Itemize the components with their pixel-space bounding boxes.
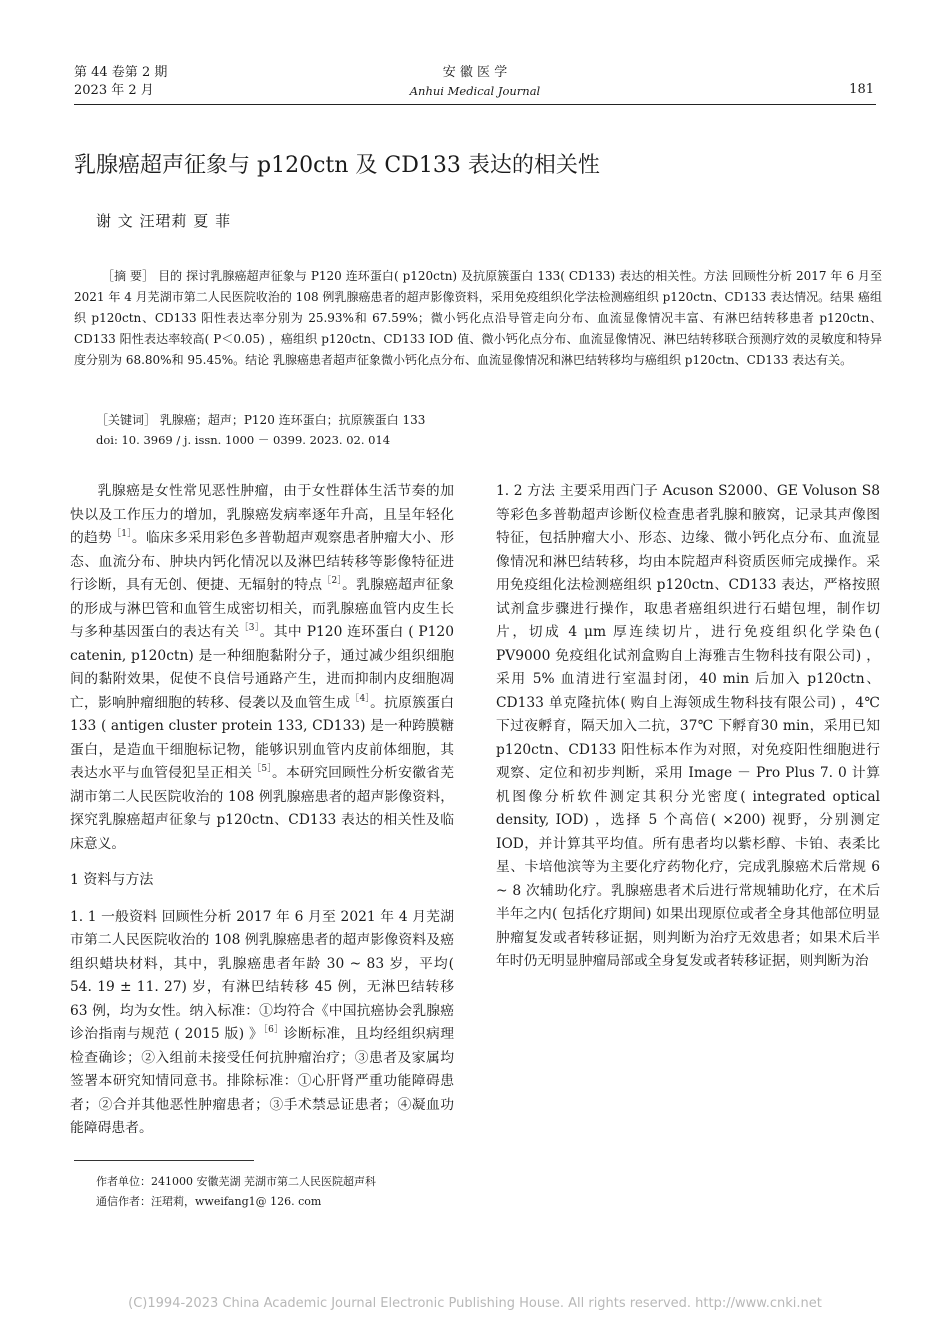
abstract-label: ［摘 要］ — [102, 269, 155, 283]
corresponding-author: 通信作者：汪珺莉，wweifang1@ 126. com — [96, 1195, 322, 1208]
header-divider — [74, 104, 876, 105]
page-number: 181 — [849, 82, 874, 97]
intro-paragraph: 乳腺癌是女性常见恶性肿瘤，由于女性群体生活节奏的加快以及工作压力的增加，乳腺癌发病率逐年升高，且呈年轻化的趋势$^{[1]}$。临床多采用彩色多普勒超声观察患者肿瘤大小、形态、血流分布、肿块内钙化情况以及淋巴结转移等影像特征进行诊断，具有无创、便捷、无辐射的特点$^{[2]}$。乳腺癌超声征象的形成与淋巴管和血管生成密切相关，而乳腺癌血管内皮生长与多种基因蛋白的表达有关$^{[3]}$。其中 P120 连环蛋白 ( P120 catenin, p120ctn) 是一种细胞黏附分子，通过减少组织细胞间的黏附效果，促使不良信号通路产生，进而抑制内皮细胞凋亡，影响肿瘤细胞的转移、侵袭以及血管生成$^{[4]}$。抗原簇蛋白 133 ( antigen cluster protein 133, CD133) 是一种跨膜糖蛋白，是造血干细胞标记物，能够识别血管内皮前体细胞，其表达水平与血管侵犯呈正相关$^{[5]}$。本研究回顾性分析安徽省芜湖市第二人民医院收治的 108 例乳腺癌患者的超声影像资料，探究乳腺癌超声征象与 p120ctn、CD133 表达的相关性及临床意义。 — [70, 483, 455, 852]
citation: ［5］ — [252, 764, 273, 774]
citation: ［1］ — [112, 529, 132, 539]
citation: ［3］ — [239, 623, 260, 633]
subsection-heading: 1. 1 一般资料 — [70, 908, 158, 925]
footnotes — [96, 1172, 376, 1212]
journal-name — [0, 64, 950, 100]
keywords-label: ［关键词］ — [96, 413, 157, 427]
issue-date: 2023 年 2 月 — [74, 83, 154, 98]
subsection-paragraph: 1. 2 方法 主要采用西门子 Acuson S2000、GE Voluson S8 等彩色多普勒超声诊断仪检查患者乳腺和腋窝，记录其声像图特征，包括肿瘤大小、形态、边缘、微小钙化点分布、血流显像情况和淋巴结转移，均由本院超声科资质医师完成操作。采用免疫组化法检测癌组织 p120ctn、CD133 表达，严格按照试剂盒步骤进行操作，取患者癌组织进行石蜡包埋，制作切片，切成 4 μm 厚连续切片，进行免疫组织化学染色( PV9000 免疫组化试剂盒购自上海雅吉生物科技有限公司) ，采用 5% 血清进行室温封闭，40 min 后加入 p120ctn、CD133 单克隆抗体( 购自上海领成生物科技有限公司) ，4℃ 下过夜孵育，隔天加入二抗，37℃ 下孵育30 min，采用已知 p120ctn、CD133 阳性标本作为对照，对免疫阳性细胞进行观察、定位和初步判断，采用 Image － Pro Plus 7. 0 计算机图像分析软件测定其积分光密度( integrated optical density, IOD) ，选择 5 个高倍( ×200) 视野，分别测定 IOD，并计算其平均值。所有患者均以紫杉醇、卡铂、表柔比星、卡培他滨等为主要化疗药物化疗，完成乳腺癌术后常规 6 ~ 8 次辅助化疗。乳腺癌患者术后进行常规辅助化疗，在术后半年之内( 包括化疗期间) 如果出现原位或者全身其他部位明显肿瘤复发或者转移证据，则判断为治疗无效患者；如果术后半年时仍无明显肿瘤局部或全身复发或者转移证据，则判断为治 — [496, 483, 881, 969]
abstract — [74, 266, 882, 371]
citation: ［4］ — [350, 693, 371, 704]
copyright-watermark: (C)1994-2023 China Academic Journal Electronic Publishing House. All rights reserved. http://www.cnki.net — [128, 1296, 822, 1311]
author-affiliation: 作者单位：241000 安徽芜湖 芜湖市第二人民医院超声科 — [96, 1175, 376, 1188]
journal-name-en: Anhui Medical Journal — [409, 84, 541, 98]
subsection-paragraph: 1. 1 一般资料 回顾性分析 2017 年 6 月至 2021 年 4 月芜湖市第二人民医院收治的 108 例乳腺癌患者的超声影像资料及癌组织蜡块材料，其中，乳腺癌患者年龄 30 ~ 83 岁，平均( 54. 19 ± 11. 27) 岁，有淋巴结转移 45 例，无淋巴结转移 63 例，均为女性。纳入标准：①均符合《中国抗癌协会乳腺癌诊治指南与规范 ( 2015 版) 》$^{[6]}$诊断标准，且均经组织病理检查确诊；②入组前未接受任何抗肿瘤治疗；③患者及家属均签署本研究知情同意书。排除标准：①心肝肾严重功能障碍患者；②合并其他恶性肿瘤患者；③手术禁忌证患者；④凝血功能障碍患者。 — [70, 908, 455, 1136]
section-heading: 1 资料与方法 — [70, 872, 154, 888]
footnote-divider — [74, 1160, 254, 1161]
author-list: 谢 文 汪珺莉 夏 菲 — [96, 212, 232, 230]
subsection-heading: 1. 2 方法 — [496, 483, 556, 499]
keywords — [96, 410, 425, 430]
abstract-text: 目的 探讨乳腺癌超声征象与 P120 连环蛋白( p120ctn) 及抗原簇蛋白 133( CD133) 表达的相关性。方法 回顾性分析 2017 年 6 月至 2021 年 4 月芜湖市第二人民医院收治的 108 例乳腺癌患者的超声影像资料，采用免疫组织化学法检测癌组织 p120ctn、CD133 表达情况。结果 癌组织 p120ctn、CD133 阳性表达率分别为 25.93%和 67.59%；微小钙化点沿导管走向分布、血流显像情况丰富、有淋巴结转移患者 p120ctn、CD133 阳性表达率较高( P＜0.05) ，癌组织 p120ctn、CD133 IOD 值、微小钙化点分布、血流显像情况、淋巴结转移联合预测疗效的灵敏度和特异度分别为 68.80%和 95.45%。结论 乳腺癌患者超声征象微小钙化点分布、血流显像情况和淋巴结转移均与癌组织 p120ctn、CD133 表达有关。 — [74, 269, 882, 367]
journal-name-cn: 安 徽 医 学 — [442, 65, 508, 80]
keywords-text: 乳腺癌；超声；P120 连环蛋白；抗原簇蛋白 133 — [159, 413, 426, 427]
volume-label: 第 44 卷第 2 期 — [74, 65, 168, 80]
citation: ［6］ — [263, 1025, 284, 1035]
citation: ［2］ — [322, 576, 343, 586]
article-title: 乳腺癌超声征象与 p120ctn 及 CD133 表达的相关性 — [74, 153, 600, 178]
body-column-left — [70, 480, 454, 1144]
doi: doi: 10. 3969 / j. issn. 1000 － 0399. 2023. 02. 014 — [96, 433, 391, 447]
body-column-right — [496, 480, 880, 977]
